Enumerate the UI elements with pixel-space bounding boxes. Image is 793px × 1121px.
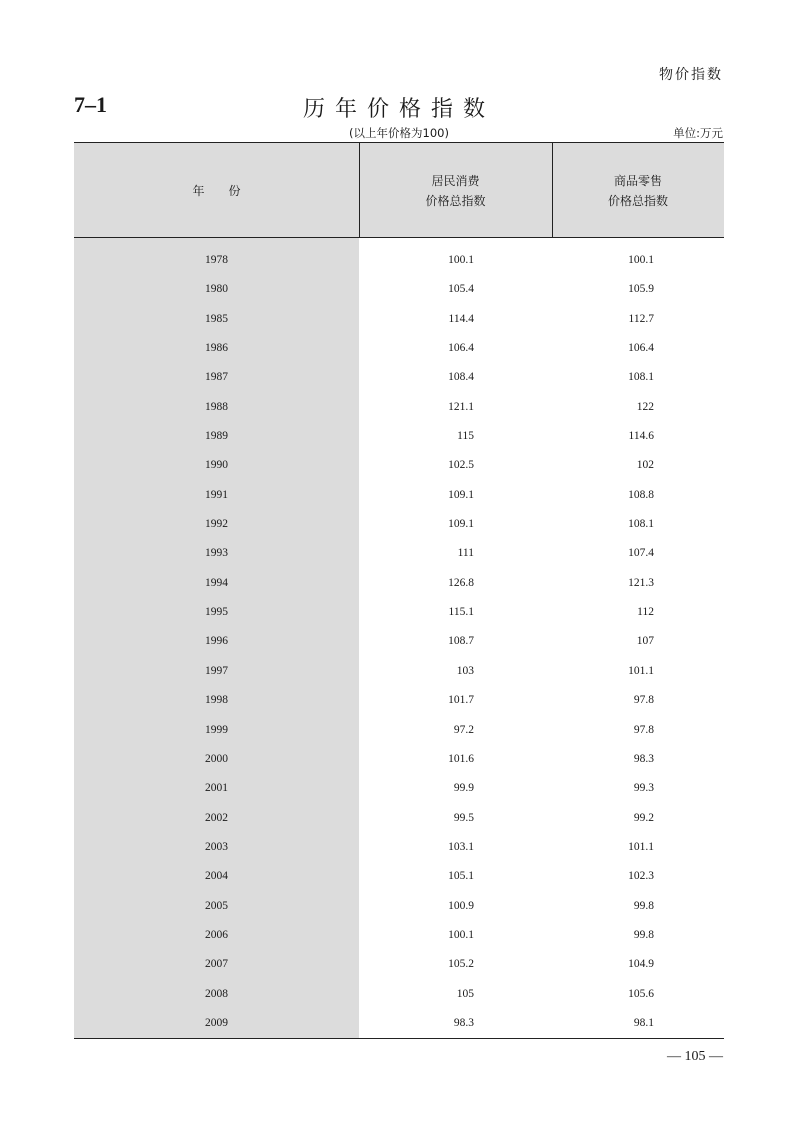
rpi-cell: 112	[637, 606, 654, 619]
rpi-cell: 108.8	[628, 488, 654, 501]
rpi-cell: 101.1	[628, 840, 654, 853]
year-cell: 1994	[205, 576, 228, 589]
cpi-cell: 106.4	[448, 342, 474, 355]
year-cell: 1988	[205, 400, 228, 413]
table-row	[74, 363, 724, 392]
year-cell: 2007	[205, 958, 228, 971]
rpi-cell: 99.8	[633, 928, 654, 941]
year-cell: 2000	[205, 752, 228, 765]
year-cell: 2005	[205, 899, 228, 912]
header-rpi-line1: 商品零售	[613, 173, 662, 188]
table-subtitle: (以上年价格为100)	[349, 126, 449, 140]
year-cell: 1997	[205, 664, 228, 677]
cpi-cell: 115.1	[448, 606, 474, 619]
cpi-cell: 98.3	[453, 1016, 474, 1029]
cpi-cell: 108.7	[448, 635, 474, 648]
year-cell: 2001	[205, 782, 228, 795]
table-row	[74, 804, 724, 833]
cpi-cell: 100.1	[448, 928, 474, 941]
cpi-cell: 105.4	[448, 283, 474, 296]
header-cpi	[359, 143, 552, 238]
table-row	[74, 686, 724, 715]
table-row	[74, 393, 724, 422]
year-cell: 2004	[205, 870, 228, 883]
cpi-cell: 109.1	[448, 488, 474, 501]
cpi-cell: 103	[456, 664, 474, 677]
table-row	[74, 451, 724, 480]
cpi-cell: 105.1	[448, 870, 474, 883]
year-cell: 2006	[205, 928, 228, 941]
cpi-cell: 99.5	[453, 811, 474, 824]
table-row	[74, 305, 724, 334]
year-cell: 1990	[205, 459, 228, 472]
rpi-cell: 106.4	[628, 342, 654, 355]
rpi-cell: 107	[636, 635, 654, 648]
year-cell: 2008	[205, 987, 228, 1000]
header-cpi-line1: 居民消费	[431, 173, 480, 188]
table-row	[74, 627, 724, 656]
year-cell: 1996	[205, 635, 228, 648]
header-year	[74, 143, 359, 238]
cpi-cell: 101.7	[448, 694, 474, 707]
rpi-cell: 108.1	[628, 518, 654, 531]
table-row	[74, 510, 724, 539]
cpi-cell: 103.1	[448, 840, 474, 853]
rpi-cell: 99.3	[633, 782, 654, 795]
cpi-cell: 121.1	[448, 400, 474, 413]
table-row	[74, 246, 724, 275]
rpi-cell: 97.8	[633, 694, 654, 707]
year-cell: 2009	[205, 1016, 228, 1029]
year-cell: 1987	[205, 371, 228, 384]
year-cell: 1985	[205, 312, 228, 325]
table-row	[74, 950, 724, 979]
year-cell: 1998	[205, 694, 228, 707]
table-row	[74, 334, 724, 363]
rpi-cell: 107.4	[628, 547, 654, 560]
cpi-cell: 114.4	[448, 312, 474, 325]
rpi-cell: 98.1	[633, 1016, 654, 1029]
rpi-cell: 122	[636, 400, 654, 413]
table-row	[74, 716, 724, 745]
header-year-label: 年 份	[192, 183, 241, 198]
rpi-cell: 99.2	[633, 811, 654, 824]
cpi-cell: 109.1	[448, 518, 474, 531]
header-rpi-line2: 价格总指数	[607, 193, 668, 208]
table-row	[74, 980, 724, 1009]
table-row	[74, 1009, 724, 1038]
table-row	[74, 745, 724, 774]
table-row	[74, 422, 724, 451]
rpi-cell: 102.3	[628, 870, 654, 883]
year-cell: 1978	[205, 254, 228, 266]
cpi-cell: 111	[457, 547, 474, 560]
rpi-cell: 105.9	[628, 283, 654, 296]
rpi-cell: 114.6	[628, 430, 654, 443]
rpi-cell: 100.1	[628, 254, 654, 266]
rpi-cell: 101.1	[628, 664, 654, 677]
rpi-cell: 97.8	[633, 723, 654, 736]
table-row	[74, 921, 724, 950]
year-cell: 1989	[205, 430, 228, 443]
year-cell: 1993	[205, 547, 228, 560]
table-body	[74, 246, 724, 1038]
rpi-cell: 99.8	[633, 899, 654, 912]
table-row	[74, 275, 724, 304]
cpi-cell: 99.9	[453, 782, 474, 795]
year-cell: 1995	[205, 606, 228, 619]
cpi-cell: 97.2	[453, 723, 474, 736]
year-cell: 1991	[205, 488, 228, 501]
year-cell: 1980	[205, 283, 228, 296]
table-row	[74, 539, 724, 568]
table-row	[74, 862, 724, 891]
year-cell: 1999	[205, 723, 228, 736]
rpi-cell: 98.3	[633, 752, 654, 765]
table-row	[74, 569, 724, 598]
page-number: — 105 —	[667, 1049, 723, 1064]
cpi-cell: 108.4	[448, 371, 474, 384]
table-row	[74, 598, 724, 627]
rpi-cell: 121.3	[628, 576, 654, 589]
cpi-cell: 101.6	[448, 752, 474, 765]
header-cpi-line2: 价格总指数	[425, 193, 486, 208]
section-name: 物价指数	[659, 67, 723, 83]
table-row	[74, 657, 724, 686]
table-row	[74, 833, 724, 862]
year-cell: 2003	[205, 840, 228, 853]
year-cell: 1992	[205, 518, 228, 531]
page-title: 历年价格指数	[302, 97, 495, 122]
cpi-cell: 105.2	[448, 958, 474, 971]
cpi-cell: 105	[456, 987, 474, 1000]
rpi-cell: 102	[636, 459, 654, 472]
table-row	[74, 481, 724, 510]
cpi-cell: 102.5	[448, 459, 474, 472]
header-rpi	[552, 143, 724, 238]
table-row	[74, 892, 724, 921]
rpi-cell: 112.7	[628, 312, 654, 325]
year-cell: 2002	[205, 811, 228, 824]
rpi-cell: 105.6	[628, 987, 654, 1000]
cpi-cell: 100.9	[448, 899, 474, 912]
cpi-cell: 115	[457, 430, 474, 443]
price-index-table	[74, 142, 724, 1039]
table-number: 7–1	[74, 92, 107, 117]
table-row	[74, 774, 724, 803]
cpi-cell: 100.1	[448, 254, 474, 266]
unit-label: 单位:万元	[673, 126, 723, 140]
year-cell: 1986	[205, 342, 228, 355]
rpi-cell: 104.9	[628, 958, 654, 971]
cpi-cell: 126.8	[448, 576, 474, 589]
rpi-cell: 108.1	[628, 371, 654, 384]
